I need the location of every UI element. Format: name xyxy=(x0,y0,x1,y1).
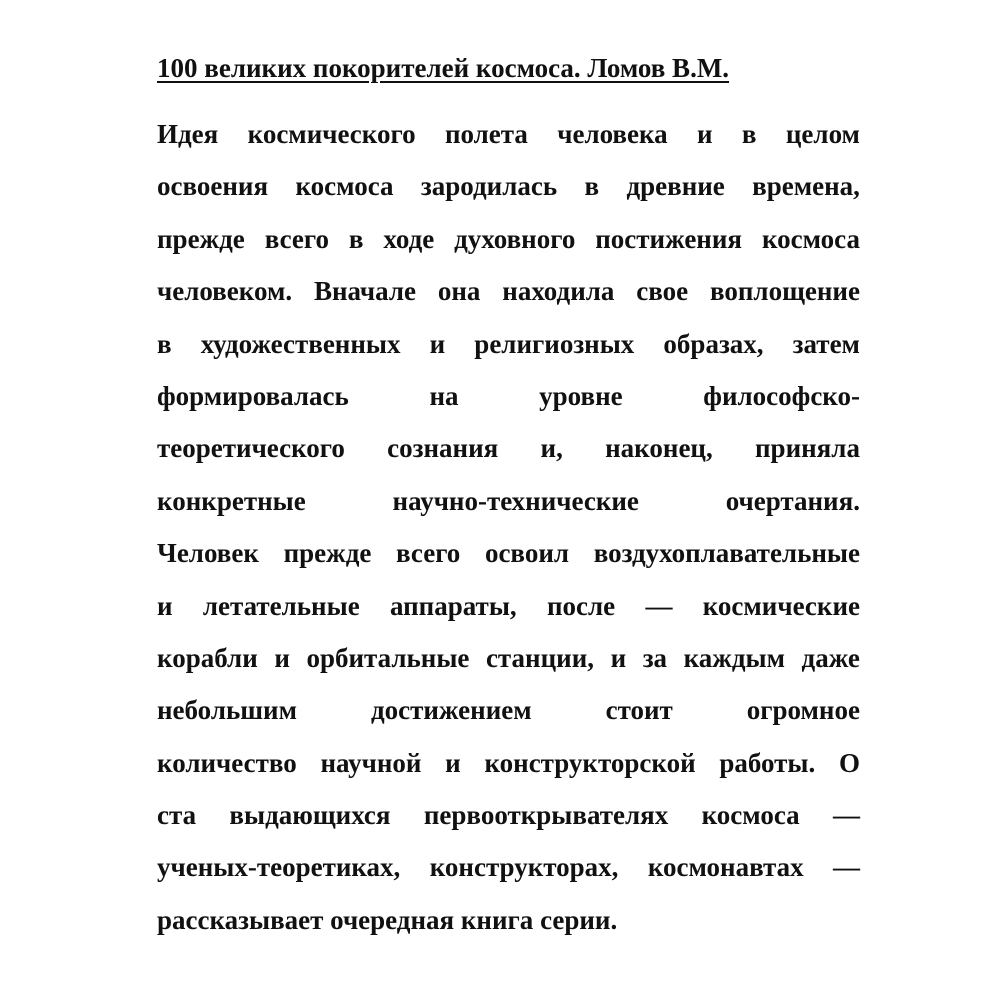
body-word: наконец, xyxy=(605,433,713,464)
body-word: Идея xyxy=(157,119,219,149)
body-word: зародилась xyxy=(420,171,558,202)
body-word: научной xyxy=(320,747,422,778)
body-word: религиозных xyxy=(474,328,635,359)
body-word: человека xyxy=(557,119,668,149)
body-word: образах, xyxy=(663,328,764,359)
body-word: огромное xyxy=(746,695,860,726)
body-word: философско- xyxy=(703,380,860,411)
body-line xyxy=(157,638,860,690)
body-word: и xyxy=(274,642,290,673)
body-word: она xyxy=(437,276,481,307)
body-word: — xyxy=(645,590,673,621)
body-word: после xyxy=(546,590,616,621)
body-word: конструкторах, xyxy=(429,852,619,883)
body-line xyxy=(157,743,860,795)
body-word: и xyxy=(445,747,461,778)
body-line xyxy=(157,795,860,847)
body-word: уровне xyxy=(539,380,623,411)
body-word: затем xyxy=(792,328,860,359)
body-word: очертания. xyxy=(725,485,860,516)
body-word: конструкторской xyxy=(484,747,696,778)
body-word: работы. xyxy=(719,747,816,778)
body-word: всего xyxy=(396,538,461,569)
body-word: космонавтах xyxy=(647,852,804,883)
body-word: свое xyxy=(636,276,689,307)
body-word: освоения xyxy=(157,171,269,202)
body-line xyxy=(157,481,860,533)
body-word: — xyxy=(832,800,860,831)
document-title: 100 великих покорителей космоса. Ломов В.М. xyxy=(157,53,730,83)
body-word: освоил xyxy=(484,538,570,569)
body-word: летательные xyxy=(202,590,360,621)
body-word: и xyxy=(157,590,173,621)
body-line xyxy=(157,900,860,952)
body-word: количество xyxy=(157,747,297,778)
body-word: за xyxy=(642,642,668,673)
body-word: ученых-теоретиках, xyxy=(157,852,401,883)
body-word: и, xyxy=(540,433,563,464)
body-word: выдающихся xyxy=(229,800,391,831)
body-word: Человек xyxy=(157,538,259,569)
body-word: достижением xyxy=(370,695,532,726)
body-word: и xyxy=(429,328,446,359)
body-word: космического xyxy=(247,119,416,149)
body-word: воплощение xyxy=(709,276,860,307)
body-word: постижения xyxy=(595,223,743,254)
body-word: ходе xyxy=(383,223,435,254)
body-word: рассказывает xyxy=(157,904,324,935)
body-word: научно-технические xyxy=(392,485,639,516)
body-line xyxy=(157,376,860,428)
document-page xyxy=(157,48,860,952)
body-word: теоретического xyxy=(157,433,345,464)
document-body xyxy=(157,114,860,952)
body-line xyxy=(157,324,860,376)
body-word: даже xyxy=(801,642,860,673)
body-word: первооткрывателях xyxy=(423,800,669,831)
body-word: времена, xyxy=(752,171,860,202)
body-word: приняла xyxy=(755,433,860,464)
body-word: сознания xyxy=(387,433,499,464)
body-word: О xyxy=(838,747,860,778)
body-word: космоса xyxy=(295,171,394,202)
body-line xyxy=(157,166,860,218)
body-line xyxy=(157,271,860,323)
body-word: прежде xyxy=(157,223,245,254)
body-word: древние xyxy=(626,171,725,202)
body-word: целом xyxy=(785,119,860,149)
body-line xyxy=(157,690,860,742)
body-word: космоса xyxy=(701,800,800,831)
body-word: в xyxy=(348,223,364,254)
body-word: станции, xyxy=(485,642,595,673)
body-word: и xyxy=(610,642,627,673)
body-line xyxy=(157,219,860,271)
body-word: всего xyxy=(264,223,329,254)
body-word: космические xyxy=(702,590,860,621)
body-word: в xyxy=(157,328,172,359)
body-word: — xyxy=(833,852,860,883)
body-word: прежде xyxy=(283,538,372,569)
body-word: аппараты, xyxy=(389,590,517,621)
body-word: орбитальные xyxy=(306,642,470,673)
body-word: небольшим xyxy=(157,695,297,726)
body-line xyxy=(157,114,860,166)
body-word: духовного xyxy=(454,223,576,254)
body-word: на xyxy=(429,380,459,411)
body-word: находила xyxy=(502,276,615,307)
body-word: Вначале xyxy=(313,276,417,307)
body-word: и xyxy=(697,119,713,149)
body-word: конкретные xyxy=(157,485,306,516)
body-word: очередная xyxy=(330,904,455,935)
body-line xyxy=(157,533,860,585)
body-word: художественных xyxy=(200,328,401,359)
body-word: формировалась xyxy=(157,380,349,411)
body-word: полета xyxy=(444,119,528,149)
body-word: ста xyxy=(157,800,197,831)
body-word: стоит xyxy=(605,695,673,726)
body-line xyxy=(157,847,860,899)
body-word: каждым xyxy=(683,642,785,673)
body-word: воздухоплавательные xyxy=(593,538,860,569)
body-word: космоса xyxy=(761,223,860,254)
body-word: книга xyxy=(460,904,534,935)
body-word: корабли xyxy=(157,642,258,673)
body-word: в xyxy=(741,119,757,149)
body-word: серии. xyxy=(540,904,618,935)
body-word: человеком. xyxy=(157,276,293,307)
body-line xyxy=(157,586,860,638)
body-line xyxy=(157,428,860,480)
body-word: в xyxy=(584,171,600,202)
